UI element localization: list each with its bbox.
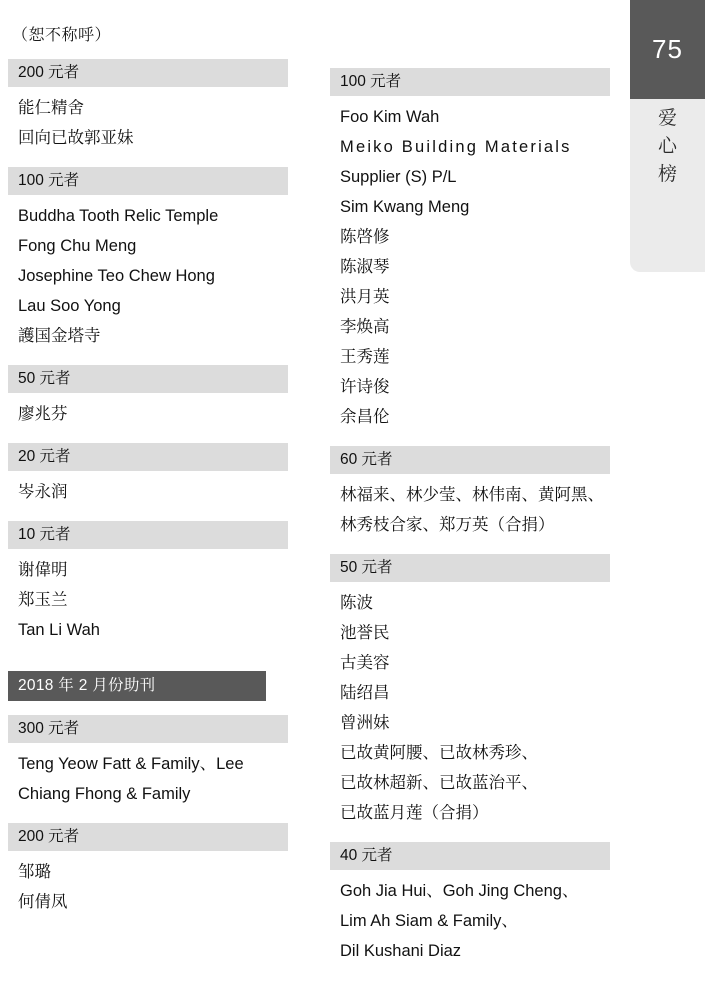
donor-list bbox=[330, 480, 610, 540]
banner-notch bbox=[264, 671, 280, 701]
donor-name: Supplier (S) P/L bbox=[340, 168, 457, 186]
donor-name: 何倩凤 bbox=[18, 893, 68, 911]
donor-name: Foo Kim Wah bbox=[340, 108, 440, 126]
donor-name: Chiang Fhong & Family bbox=[18, 785, 191, 803]
donor-name: 林秀枝合家、郑万英（合捐） bbox=[340, 516, 555, 534]
donor-name: 谢偉明 bbox=[18, 561, 68, 579]
column-left bbox=[8, 0, 288, 917]
donor-list bbox=[8, 477, 288, 507]
donor-name: 已故黄阿腰、已故林秀珍、 bbox=[340, 744, 538, 762]
donor-name: 陈淑琴 bbox=[340, 258, 390, 276]
donor-name: 回向已故郭亚妹 bbox=[18, 129, 134, 147]
amount-heading: 60 元者 bbox=[330, 446, 610, 474]
donor-list bbox=[330, 102, 610, 432]
donor-name: Dil Kushani Diaz bbox=[340, 942, 462, 960]
amount-heading: 200 元者 bbox=[8, 823, 288, 851]
donor-name: 王秀莲 bbox=[340, 348, 390, 366]
donor-name: 池誉民 bbox=[340, 624, 390, 642]
amount-heading: 300 元者 bbox=[8, 715, 288, 743]
donor-name: 已故林超新、已故蓝治平、 bbox=[340, 774, 538, 792]
donor-list bbox=[8, 555, 288, 645]
donor-name: 余昌伦 bbox=[340, 408, 390, 426]
donor-name: Lau Soo Yong bbox=[18, 297, 121, 315]
amount-heading: 50 元者 bbox=[330, 554, 610, 582]
donor-name: Teng Yeow Fatt & Family、Lee bbox=[18, 755, 244, 773]
donor-name: Buddha Tooth Relic Temple bbox=[18, 207, 219, 225]
month-banner bbox=[8, 671, 280, 701]
amount-heading: 200 元者 bbox=[8, 59, 288, 87]
donor-list bbox=[8, 399, 288, 429]
donor-name: 林福来、林少莹、林伟南、黄阿黑、 bbox=[340, 486, 604, 504]
donor-list bbox=[8, 857, 288, 917]
donor-name: Lim Ah Siam & Family、 bbox=[340, 912, 518, 930]
donor-name: Fong Chu Meng bbox=[18, 237, 137, 255]
section-title-vertical bbox=[630, 105, 705, 189]
section-title-char-3: 榜 bbox=[657, 164, 677, 185]
donor-name: 邹璐 bbox=[18, 863, 51, 881]
donor-list bbox=[330, 588, 610, 828]
donor-name: 李焕高 bbox=[340, 318, 390, 336]
donor-name: Meiko Building Materials bbox=[340, 138, 572, 156]
column-right-spacer bbox=[330, 0, 610, 68]
donor-list bbox=[330, 876, 610, 966]
donor-name: 许诗俊 bbox=[340, 378, 390, 396]
amount-heading: 10 元者 bbox=[8, 521, 288, 549]
donor-list bbox=[8, 93, 288, 153]
donor-name: Goh Jia Hui、Goh Jing Cheng、 bbox=[340, 882, 579, 900]
donor-name: 陈啓修 bbox=[340, 228, 390, 246]
donor-name: 已故蓝月莲（合捐） bbox=[340, 804, 489, 822]
amount-heading: 40 元者 bbox=[330, 842, 610, 870]
donor-name: Sim Kwang Meng bbox=[340, 198, 470, 216]
donor-name: 洪月英 bbox=[340, 288, 390, 306]
donor-name: Josephine Teo Chew Hong bbox=[18, 267, 215, 285]
section-title-char-1: 爱 bbox=[657, 108, 677, 129]
donor-list bbox=[8, 201, 288, 351]
donor-name: Tan Li Wah bbox=[18, 621, 100, 639]
section-title-char-2: 心 bbox=[657, 136, 677, 157]
donor-name: 郑玉兰 bbox=[18, 591, 68, 609]
column-right bbox=[330, 0, 610, 966]
donor-list bbox=[8, 749, 288, 809]
amount-heading: 50 元者 bbox=[8, 365, 288, 393]
donor-name: 廖兆芬 bbox=[18, 405, 68, 423]
amount-heading: 20 元者 bbox=[8, 443, 288, 471]
amount-heading: 100 元者 bbox=[8, 167, 288, 195]
donor-name: 岑永润 bbox=[18, 483, 68, 501]
donor-name: 陈波 bbox=[340, 594, 373, 612]
month-banner-label: 2018 年 2 月份助刊 bbox=[18, 677, 156, 694]
amount-heading: 100 元者 bbox=[330, 68, 610, 96]
donor-name: 曾洲妹 bbox=[340, 714, 390, 732]
no-honorifics-note: （恕不称呼） bbox=[12, 27, 112, 44]
donor-name: 能仁精舍 bbox=[18, 99, 84, 117]
donor-name: 古美容 bbox=[340, 654, 390, 672]
page-number: 75 bbox=[652, 34, 683, 64]
donor-name: 陆绍昌 bbox=[340, 684, 390, 702]
donor-name: 護国金塔寺 bbox=[18, 327, 101, 345]
